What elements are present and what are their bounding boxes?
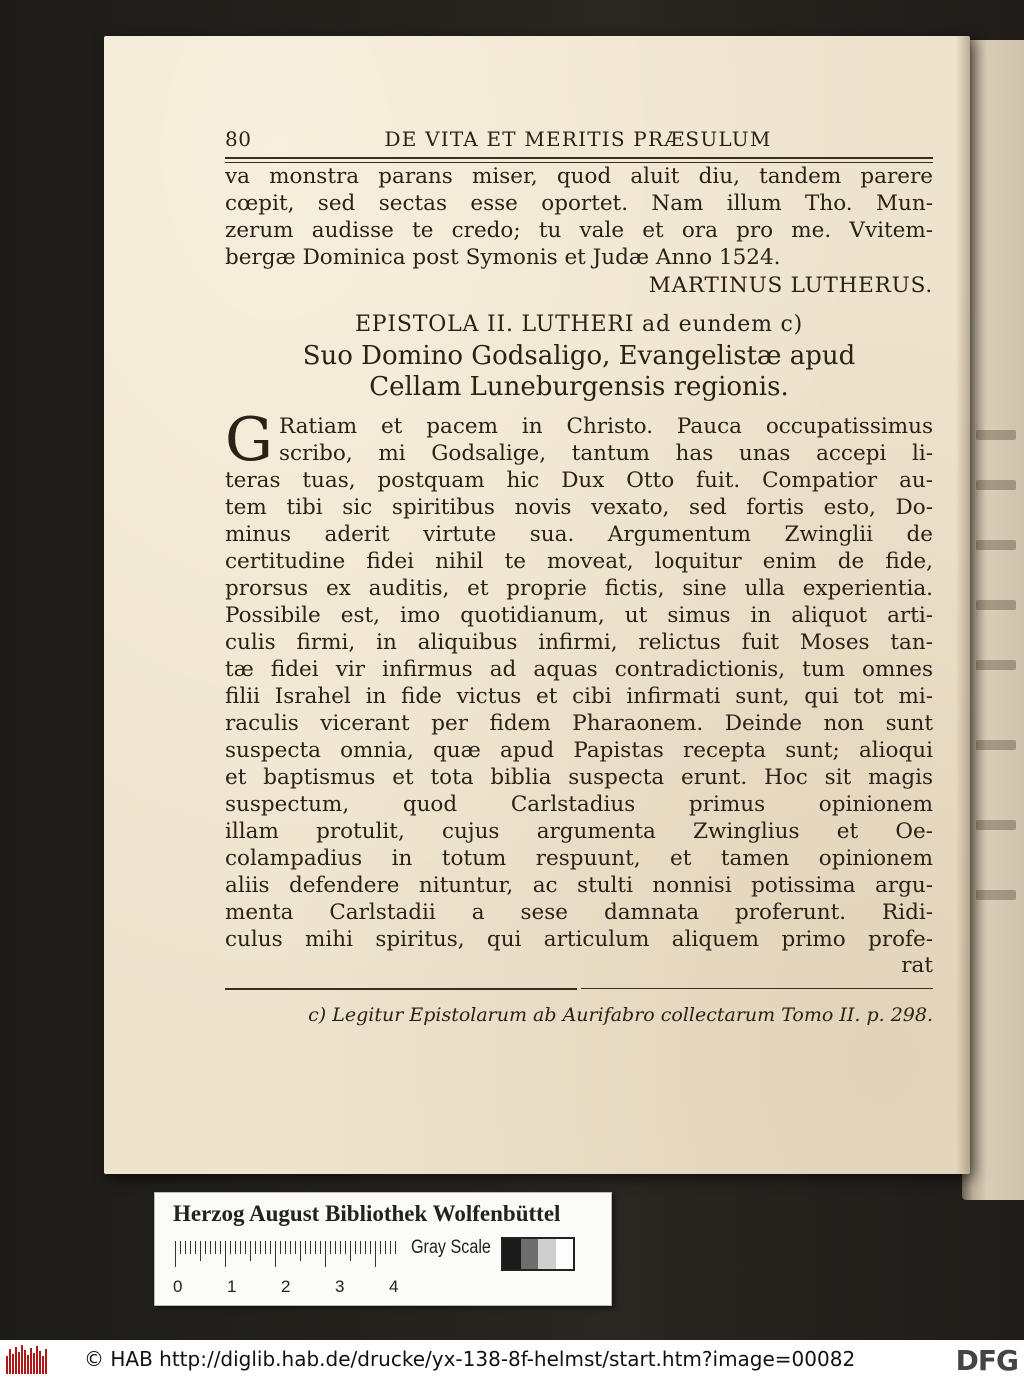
text-line: illam protulit, cujus argumenta Zwinglius et Oe- xyxy=(225,819,933,844)
ruler-number: 3 xyxy=(335,1277,345,1296)
catchword: rat xyxy=(901,953,933,978)
ruler-tick xyxy=(325,1241,326,1267)
ruler-tick xyxy=(230,1241,231,1254)
text-line: scribo, mi Godsalige, tantum has unas accepi li- xyxy=(278,441,933,466)
letter-body xyxy=(225,405,933,953)
ruler-tick xyxy=(390,1241,391,1254)
text-line: culis firmi, in aliquibus infirmi, relictus fuit Moses tan- xyxy=(225,630,933,655)
gray-patch xyxy=(503,1239,521,1269)
text-line: colampadius in totum respuunt, et tamen opinionem xyxy=(225,846,933,871)
ruler-tick xyxy=(330,1241,331,1254)
text-line: et baptismus et tota biblia suspecta erunt. Hoc sit magis xyxy=(225,765,933,790)
ruler-tick xyxy=(305,1241,306,1254)
ruler-tick xyxy=(335,1241,336,1254)
ruler-number: 1 xyxy=(227,1277,237,1296)
gray-patch xyxy=(556,1239,574,1269)
ruler-tick xyxy=(175,1241,176,1267)
ruler-tick xyxy=(380,1241,381,1254)
text-line: culus mihi spiritus, qui articulum aliquem primo profe- xyxy=(225,927,933,952)
page-text xyxy=(225,127,933,1026)
text-line: tem tibi sic spiritibus novis vexato, sed fortis esto, Do- xyxy=(225,495,933,520)
ruler-tick xyxy=(355,1241,356,1254)
ruler-tick xyxy=(370,1241,371,1254)
gray-scale-label: Gray Scale xyxy=(411,1237,491,1258)
text-line: Possibile est, imo quotidianum, ut simus in aliquot arti- xyxy=(225,603,933,628)
ruler-tick xyxy=(185,1241,186,1254)
ruler-tick xyxy=(320,1241,321,1254)
page-number: 80 xyxy=(225,127,252,151)
text-line: minus aderit virtute sua. Argumentum Zwinglii de xyxy=(225,522,933,547)
ruler-tick xyxy=(365,1241,366,1254)
scale-ruler xyxy=(175,1241,397,1267)
ruler-tick xyxy=(295,1241,296,1254)
gray-scale-swatch xyxy=(501,1237,575,1271)
text-line: bergæ Dominica post Symonis et Judæ Anno 1524. xyxy=(225,245,781,270)
footnote-rule xyxy=(225,988,933,990)
text-line: prorsus ex auditis, et proprie fictis, sine ulla experientia. xyxy=(225,576,933,601)
text-line: zerum audisse te credo; tu vale et ora pro me. Vvitem- xyxy=(225,218,933,243)
ruler-tick xyxy=(280,1241,281,1254)
ruler-tick xyxy=(240,1241,241,1254)
ruler-tick xyxy=(385,1241,386,1254)
gray-patch xyxy=(538,1239,556,1269)
ruler-number: 0 xyxy=(173,1277,183,1296)
gray-patch xyxy=(521,1239,539,1269)
ruler-tick xyxy=(340,1241,341,1254)
address-line: Cellam Luneburgensis regionis. xyxy=(369,372,789,402)
ruler-tick xyxy=(350,1241,351,1261)
ruler-tick xyxy=(215,1241,216,1254)
ruler-tick xyxy=(225,1241,226,1267)
text-line: suspecta omnia, quæ apud Papistas recepta sunt; alioqui xyxy=(225,738,933,763)
library-name: Herzog August Bibliothek Wolfenbüttel xyxy=(173,1201,561,1226)
ruler-tick xyxy=(190,1241,191,1254)
ruler-tick xyxy=(395,1241,396,1254)
ruler-number: 4 xyxy=(389,1277,399,1296)
ruler-tick xyxy=(250,1241,251,1261)
ruler-tick xyxy=(275,1241,276,1267)
ruler-tick xyxy=(260,1241,261,1254)
address-line: Suo Domino Godsaligo, Evangelistæ apud xyxy=(302,341,856,371)
opening-paragraph xyxy=(225,163,933,271)
adjacent-page-edge xyxy=(962,40,1024,1200)
text-line: Ratiam et pacem in Christo. Pauca occupatissimus xyxy=(278,414,933,439)
ruler-number: 2 xyxy=(281,1277,291,1296)
ruler-tick xyxy=(345,1241,346,1254)
ruler-tick xyxy=(180,1241,181,1254)
ruler-tick xyxy=(315,1241,316,1254)
epistle-title: EPISTOLA II. LUTHERI ad eundem c) xyxy=(354,312,804,337)
text-line: va monstra parans miser, quod aluit diu, tandem parere xyxy=(225,164,933,189)
ruler-tick xyxy=(235,1241,236,1254)
ruler-tick xyxy=(360,1241,361,1254)
ruler-tick xyxy=(310,1241,311,1254)
ruler-tick xyxy=(270,1241,271,1254)
ruler-tick xyxy=(205,1241,206,1254)
ruler-tick xyxy=(285,1241,286,1254)
address-block xyxy=(225,341,933,403)
ruler-tick xyxy=(245,1241,246,1254)
drop-capital: G xyxy=(225,405,273,475)
ruler-tick xyxy=(220,1241,221,1254)
ruler-tick xyxy=(200,1241,201,1261)
hab-barcode-icon xyxy=(6,1344,54,1374)
ruler-tick xyxy=(290,1241,291,1254)
text-line: raculis vicerant per fidem Pharaonem. Deinde non sunt xyxy=(225,711,933,736)
text-line: menta Carlstadii a sese damnata proferunt. Ridi- xyxy=(225,900,933,925)
ruler-tick xyxy=(255,1241,256,1254)
dfg-logo: DFG xyxy=(955,1344,1018,1377)
credit-link[interactable]: © HAB http://diglib.hab.de/drucke/yx-138-8f-helmst/start.htm?image=00082 xyxy=(84,1347,856,1371)
ruler-tick xyxy=(265,1241,266,1254)
ruler-tick xyxy=(300,1241,301,1261)
text-line: suspectum, quod Carlstadius primus opinionem xyxy=(225,792,933,817)
ruler-numbers xyxy=(169,1277,409,1297)
footer-bar xyxy=(0,1340,1024,1378)
text-line: teras tuas, postquam hic Dux Otto fuit. Compatior au- xyxy=(225,468,933,493)
footnote: c) Legitur Epistolarum ab Aurifabro collectarum Tomo II. p. 298. xyxy=(308,1004,933,1026)
ruler-tick xyxy=(210,1241,211,1254)
text-line: aliis defendere nituntur, ac stulti nonnisi potissima argu- xyxy=(225,873,933,898)
text-line: cœpit, sed sectas esse oportet. Nam illum Tho. Mun- xyxy=(225,191,933,216)
text-line: tæ fidei vir infirmus ad aquas contradictionis, tum omnes xyxy=(225,657,933,682)
text-line: filii Israhel in fide victus et cibi infirmati sunt, qui tot mi- xyxy=(225,684,933,709)
library-label xyxy=(154,1192,612,1306)
ruler-tick xyxy=(195,1241,196,1254)
text-line: certitudine fidei nihil te moveat, loquitur enim de fide, xyxy=(225,549,933,574)
ruler-tick xyxy=(375,1241,376,1267)
page-header xyxy=(225,127,933,153)
running-title: DE VITA ET MERITIS PRÆSULUM xyxy=(384,127,772,151)
signature: MARTINUS LUTHERUS. xyxy=(648,273,933,298)
